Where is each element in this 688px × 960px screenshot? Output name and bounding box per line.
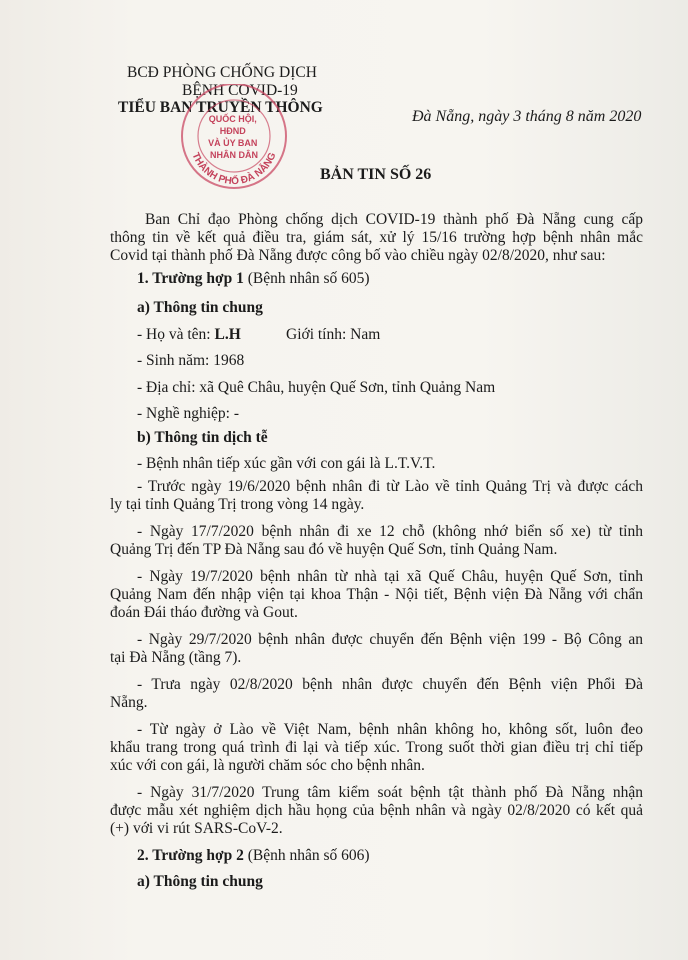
epi-item-8-line-3: (+) với vi rút SARS-CoV-2. (110, 820, 283, 837)
org-line-3: TIỂU BAN TRUYỀN THÔNG (118, 99, 323, 116)
case2-heading-note: (Bệnh nhân số 606) (243, 847, 370, 864)
epi-item-8-line-2: được mẫu xét nghiệm dịch hầu họng của bệnh nhân và ngày 02/8/2020 có kết quả (110, 802, 643, 819)
epi-item-8-line-1: - Ngày 31/7/2020 Trung tâm kiểm soát bệnh tật thành phố Đà Nẵng nhận (137, 784, 643, 801)
stamp-ring-text: THÀNH PHỐ ĐÀ NẴNG (189, 151, 279, 188)
epi-item-5-line-1: - Ngày 29/7/2020 bệnh nhân được chuyển đến Bệnh viện 199 - Bộ Công an (137, 631, 643, 648)
official-stamp (172, 84, 294, 192)
epi-item-7-line-2: khẩu trang trong quá trình đi lại và tiếp xúc. Trong suốt thời gian điều trị chỉ tiếp (110, 739, 643, 756)
stamp-text (208, 113, 260, 160)
stamp-line-4: NHÂN DÂN (210, 150, 258, 160)
intro-line-3: Covid tại thành phố Đà Nẵng được công bố vào chiều ngày 02/8/2020, như sau: (110, 247, 606, 264)
epi-item-7-line-3: xúc với con gái, là người chăm sóc cho bệnh nhân. (110, 757, 425, 774)
stamp-line-2: HĐND (219, 126, 246, 136)
epi-item-3-line-2: Quảng Trị đến TP Đà Nẵng sau đó về huyện Quế Sơn, tỉnh Quảng Nam. (110, 541, 558, 558)
epi-item-6-line-1: - Trưa ngày 02/8/2020 bệnh nhân được chuyển đến Bệnh viện Phổi Đà (137, 676, 643, 693)
case1-general-heading: a) Thông tin chung (137, 299, 263, 316)
case1-gender: Giới tính: Nam (286, 326, 381, 343)
epi-item-5-line-2: tại Đà Nẵng (tầng 7). (110, 649, 242, 666)
case1-heading (137, 270, 370, 288)
stamp-line-1: QUỐC HỘI, (208, 114, 257, 124)
case1-heading-label: 1. Trường hợp 1 (137, 270, 244, 287)
epi-item-1-line-1: - Bệnh nhân tiếp xúc gần với con gái là L.T.V.T. (137, 455, 436, 472)
case1-name-row (137, 326, 241, 344)
org-line-1: BCĐ PHÒNG CHỐNG DỊCH (127, 64, 317, 81)
case1-job: - Nghề nghiệp: - (137, 405, 240, 422)
epi-item-4-line-1: - Ngày 19/7/2020 bệnh nhân từ nhà tại xã Quế Châu, huyện Quế Sơn, tỉnh (137, 568, 643, 585)
case1-name-label: - Họ và tên: (137, 326, 215, 343)
epi-item-4-line-2: Quảng Nam đến nhập viện tại khoa Thận - Nội tiết, Bệnh viện Đà Nẵng với chẩn (110, 586, 643, 603)
epi-item-7-line-1: - Từ ngày ở Lào về Việt Nam, bệnh nhân không ho, không sốt, luôn đeo (137, 721, 643, 738)
epi-item-4-line-3: đoán Đái tháo đường và Gout. (110, 604, 298, 621)
case1-name-value: L.H (214, 326, 241, 343)
epi-item-3-line-1: - Ngày 17/7/2020 bệnh nhân đi xe 12 chỗ (không nhớ biển số xe) từ tỉnh (137, 523, 643, 540)
intro-line-1: Ban Chỉ đạo Phòng chống dịch COVID-19 thành phố Đà Nẵng cung cấp (145, 211, 643, 228)
stamp-line-3: VÀ ỦY BAN (208, 138, 258, 148)
case1-birth: - Sinh năm: 1968 (137, 352, 245, 369)
intro-line-2: thông tin về kết quả điều tra, giám sát, xử lý 15/16 trường hợp bệnh nhân mắc (110, 229, 643, 246)
org-line-2: BỆNH COVID-19 (182, 82, 298, 99)
case2-general-heading: a) Thông tin chung (137, 873, 263, 890)
epi-item-6-line-2: Nẵng. (110, 694, 148, 711)
bulletin-title: BẢN TIN SỐ 26 (320, 166, 432, 183)
document-date: Đà Nẵng, ngày 3 tháng 8 năm 2020 (412, 108, 642, 125)
case2-heading-label: 2. Trường hợp 2 (137, 847, 244, 864)
epi-item-2-line-2: ly tại tỉnh Quảng Trị trong vòng 14 ngày. (110, 496, 365, 513)
case1-address: - Địa chỉ: xã Quê Châu, huyện Quế Sơn, tỉnh Quảng Nam (137, 379, 496, 396)
case1-heading-note: (Bệnh nhân số 605) (243, 270, 370, 287)
case1-epi-heading: b) Thông tin dịch tễ (137, 429, 268, 446)
case2-heading (137, 847, 370, 865)
epi-item-2-line-1: - Trước ngày 19/6/2020 bệnh nhân đi từ Lào về tỉnh Quảng Trị và được cách (137, 478, 643, 495)
